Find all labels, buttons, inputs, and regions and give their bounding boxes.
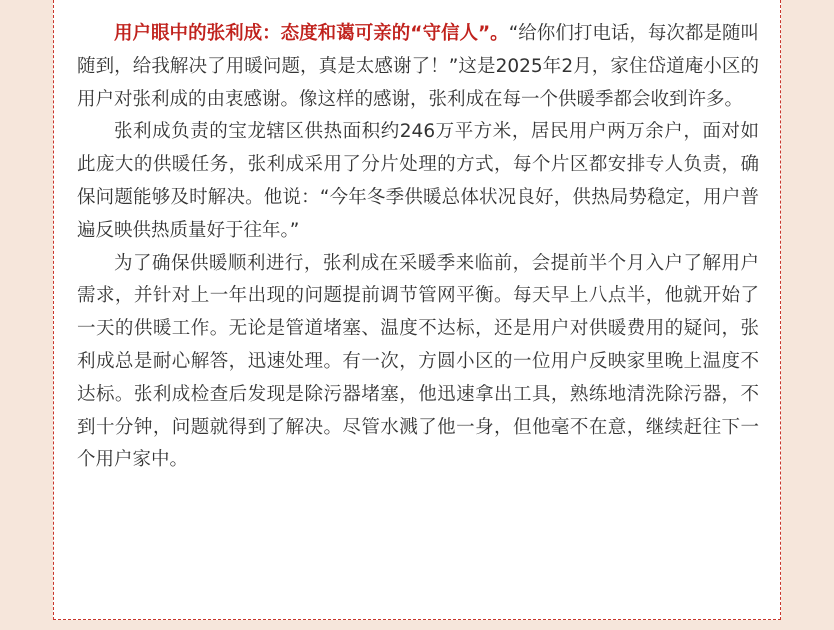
paragraph-text: 为了确保供暖顺利进行，张利成在采暖季来临前，会提前半个月入户了解用户需求，并针对上一年出现的问题提前调节管网平衡。每天早上八点半，他就开始了一天的供暖工作。无论是管道堵塞、温度不达标，还是用户对供暖费用的疑问，张利成总是耐心解答，迅速处理。有一次，方圆小区的一位用户反映家里晚上温度不达标。张利成检查后发现是除污器堵塞，他迅速拿出工具，熟练地清洗除污器，不到十分钟，问题就得到了解决。尽管水溅了他一身，但他毫不在意，继续赶往下一个用户家中。 — [77, 252, 759, 471]
article-card — [53, 0, 781, 620]
paragraph-text: 张利成负责的宝龙辖区供热面积约246万平方米，居民用户两万余户，面对如此庞大的供暖任务，张利成采用了分片处理的方式，每个片区都安排专人负责，确保问题能够及时解决。他说：“今年冬季供暖总体状况良好，供热局势稳定，用户普遍反映供热质量好于往年。” — [77, 121, 759, 241]
paragraph-2 — [77, 116, 759, 247]
paragraph-1 — [77, 18, 759, 116]
paragraph-lead-heading: 用户眼中的张利成：态度和蔼可亲的“守信人”。 — [114, 23, 509, 44]
paragraph-text: “给你们打电话，每次都是随叫随到，给我解决了用暖问题，真是太感谢了！”这是2025年2月，家住岱道庵小区的用户对张利成的由衷感谢。像这样的感谢，张利成在每一个供暖季都会收到许多。 — [77, 23, 759, 110]
article-body — [77, 18, 759, 477]
paragraph-3 — [77, 248, 759, 478]
